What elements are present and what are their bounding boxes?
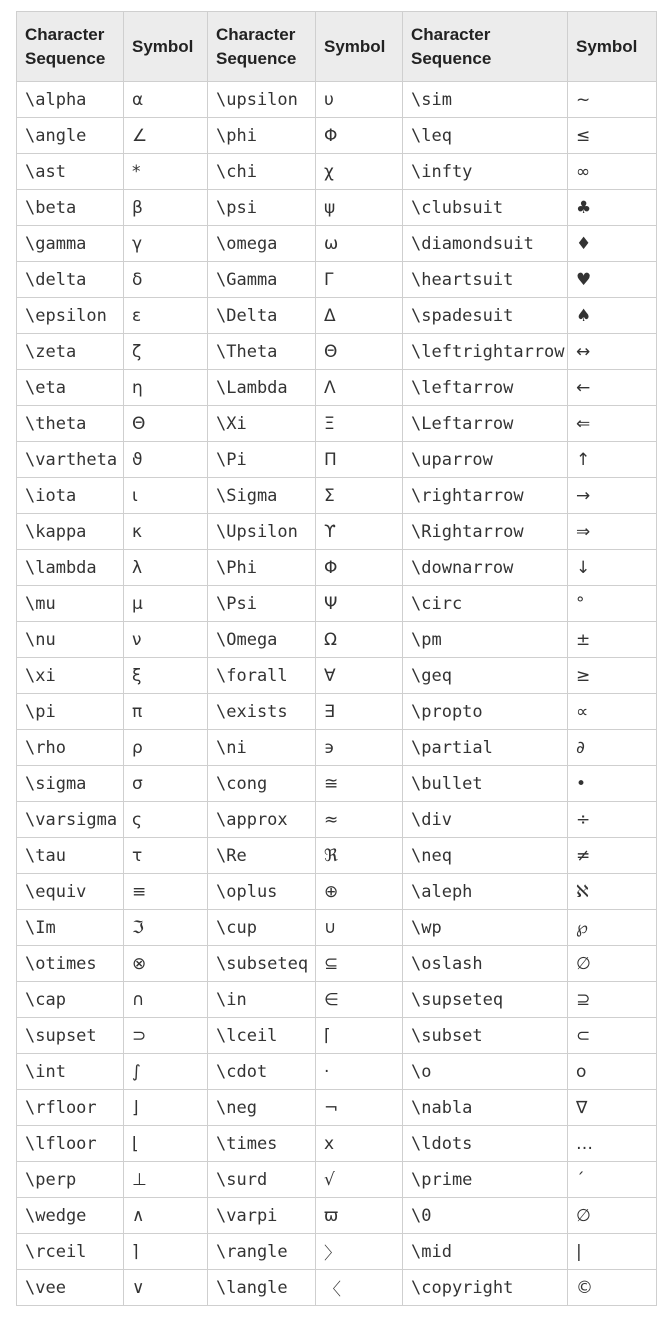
character-sequence-cell: \phi [208,118,316,154]
character-sequence-cell: \varsigma [17,802,124,838]
symbol-cell: ´ [568,1162,657,1198]
symbol-cell: ± [568,622,657,658]
symbol-cell: 〉 [316,1234,403,1270]
symbol-cell: η [124,370,208,406]
character-sequence-cell: \wp [403,910,568,946]
character-sequence-cell: \Phi [208,550,316,586]
header-character-sequence: Character Sequence [17,12,124,82]
character-sequence-cell: \forall [208,658,316,694]
character-sequence-cell: \in [208,982,316,1018]
symbol-cell: ¬ [316,1090,403,1126]
character-sequence-cell: \subseteq [208,946,316,982]
symbol-cell: λ [124,550,208,586]
symbol-cell: · [316,1054,403,1090]
table-row [17,550,657,586]
character-sequence-cell: \rangle [208,1234,316,1270]
symbol-cell: δ [124,262,208,298]
character-sequence-cell: \Leftarrow [403,406,568,442]
table-row [17,874,657,910]
character-sequence-cell: \sim [403,82,568,118]
character-sequence-cell: \tau [17,838,124,874]
character-sequence-cell: \varpi [208,1198,316,1234]
character-sequence-cell: \leftrightarrow [403,334,568,370]
table-row [17,802,657,838]
symbol-cell: ϶ [316,730,403,766]
symbol-cell: ο [568,1054,657,1090]
header-character-sequence: Character Sequence [208,12,316,82]
symbol-cell: ∩ [124,982,208,1018]
character-sequence-cell: \0 [403,1198,568,1234]
symbol-cell: Λ [316,370,403,406]
symbol-cell: ⊇ [568,982,657,1018]
character-sequence-cell: \perp [17,1162,124,1198]
symbol-cell: ∨ [124,1270,208,1306]
symbol-cell: ∧ [124,1198,208,1234]
symbol-cell: ∝ [568,694,657,730]
symbol-cell: ⇒ [568,514,657,550]
character-sequence-cell: \propto [403,694,568,730]
symbol-cell: ξ [124,658,208,694]
table-row [17,910,657,946]
character-sequence-cell: \nabla [403,1090,568,1126]
latex-symbol-table [16,11,657,1306]
character-sequence-cell: \langle [208,1270,316,1306]
symbol-cell: ℘ [568,910,657,946]
header-row [17,12,657,82]
table-row [17,946,657,982]
symbol-cell: ↔ [568,334,657,370]
symbol-cell: Θ [316,334,403,370]
character-sequence-cell: \rceil [17,1234,124,1270]
symbol-cell: ~ [568,82,657,118]
symbol-cell: ω [316,226,403,262]
character-sequence-cell: \Xi [208,406,316,442]
symbol-cell: τ [124,838,208,874]
symbol-cell: ∅ [568,1198,657,1234]
character-sequence-cell: \leq [403,118,568,154]
character-sequence-cell: \prime [403,1162,568,1198]
character-sequence-cell: \nu [17,622,124,658]
header-character-sequence: Character Sequence [403,12,568,82]
symbol-cell: ψ [316,190,403,226]
symbol-cell: ← [568,370,657,406]
symbol-cell: α [124,82,208,118]
character-sequence-cell: \beta [17,190,124,226]
symbol-cell: ⊆ [316,946,403,982]
character-sequence-cell: \heartsuit [403,262,568,298]
character-sequence-cell: \epsilon [17,298,124,334]
symbol-cell: ∇ [568,1090,657,1126]
symbol-cell: μ [124,586,208,622]
header-symbol: Symbol [316,12,403,82]
header-symbol: Symbol [124,12,208,82]
table-row [17,442,657,478]
character-sequence-cell: \exists [208,694,316,730]
character-sequence-cell: \ldots [403,1126,568,1162]
symbol-cell: x [316,1126,403,1162]
character-sequence-cell: \otimes [17,946,124,982]
symbol-cell: ° [568,586,657,622]
symbol-cell: Ω [316,622,403,658]
character-sequence-cell: \subset [403,1018,568,1054]
symbol-cell: • [568,766,657,802]
character-sequence-cell: \int [17,1054,124,1090]
table-row [17,1270,657,1306]
character-sequence-cell: \rfloor [17,1090,124,1126]
table-row [17,658,657,694]
symbol-cell: ℜ [316,838,403,874]
symbol-cell: ♠ [568,298,657,334]
table-row [17,1018,657,1054]
character-sequence-cell: \upsilon [208,82,316,118]
character-sequence-cell: \Lambda [208,370,316,406]
character-sequence-cell: \neg [208,1090,316,1126]
character-sequence-cell: \delta [17,262,124,298]
symbol-cell: π [124,694,208,730]
symbol-cell: Ξ [316,406,403,442]
table-row [17,334,657,370]
symbol-cell: ∀ [316,658,403,694]
character-sequence-cell: \supset [17,1018,124,1054]
symbol-cell: ♥ [568,262,657,298]
character-sequence-cell: \o [403,1054,568,1090]
symbol-cell: ζ [124,334,208,370]
header-symbol: Symbol [568,12,657,82]
table-row [17,622,657,658]
symbol-cell: ϒ [316,514,403,550]
character-sequence-cell: \Theta [208,334,316,370]
character-sequence-cell: \vee [17,1270,124,1306]
character-sequence-cell: \equiv [17,874,124,910]
character-sequence-cell: \theta [17,406,124,442]
character-sequence-cell: \mu [17,586,124,622]
symbol-cell: υ [316,82,403,118]
table-row [17,406,657,442]
character-sequence-cell: \rho [17,730,124,766]
symbol-cell: … [568,1126,657,1162]
character-sequence-cell: \diamondsuit [403,226,568,262]
table-row [17,514,657,550]
character-sequence-cell: \angle [17,118,124,154]
symbol-cell: ϑ [124,442,208,478]
symbol-cell: ♦ [568,226,657,262]
symbol-cell: κ [124,514,208,550]
table-row [17,478,657,514]
character-sequence-cell: \pi [17,694,124,730]
table-row [17,1162,657,1198]
character-sequence-cell: \Rightarrow [403,514,568,550]
table-row [17,766,657,802]
symbol-cell: σ [124,766,208,802]
symbol-cell: ς [124,802,208,838]
symbol-cell: ⊕ [316,874,403,910]
symbol-cell: ⌉ [124,1234,208,1270]
table-row [17,838,657,874]
character-sequence-cell: \lambda [17,550,124,586]
character-sequence-cell: \chi [208,154,316,190]
symbol-cell: ↑ [568,442,657,478]
symbol-cell: ∪ [316,910,403,946]
symbol-cell: Θ [124,406,208,442]
character-sequence-cell: \pm [403,622,568,658]
character-sequence-cell: \Gamma [208,262,316,298]
character-sequence-cell: \Pi [208,442,316,478]
symbol-cell: √ [316,1162,403,1198]
table-row [17,1054,657,1090]
symbol-cell: χ [316,154,403,190]
symbol-cell: Ψ [316,586,403,622]
symbol-cell: ⊥ [124,1162,208,1198]
symbol-cell: ≠ [568,838,657,874]
character-sequence-cell: \cong [208,766,316,802]
table-body [17,82,657,1306]
character-sequence-cell: \neq [403,838,568,874]
character-sequence-cell: \eta [17,370,124,406]
character-sequence-cell: \times [208,1126,316,1162]
table-row [17,118,657,154]
symbol-cell: ϖ [316,1198,403,1234]
symbol-cell: 〈 [316,1270,403,1306]
symbol-cell: Φ [316,550,403,586]
symbol-cell: ε [124,298,208,334]
table-header [17,12,657,82]
table-row [17,82,657,118]
table-row [17,262,657,298]
symbol-cell: ℵ [568,874,657,910]
character-sequence-cell: \Psi [208,586,316,622]
symbol-cell: ρ [124,730,208,766]
symbol-cell: ⊗ [124,946,208,982]
character-sequence-cell: \Delta [208,298,316,334]
character-sequence-cell: \clubsuit [403,190,568,226]
symbol-cell: ⌈ [316,1018,403,1054]
table-row [17,1198,657,1234]
character-sequence-cell: \downarrow [403,550,568,586]
character-sequence-cell: \sigma [17,766,124,802]
symbol-cell: ≤ [568,118,657,154]
character-sequence-cell: \supseteq [403,982,568,1018]
table-row [17,730,657,766]
symbol-cell: ≈ [316,802,403,838]
table-row [17,1234,657,1270]
symbol-cell: ∅ [568,946,657,982]
symbol-cell: β [124,190,208,226]
symbol-cell: ⊃ [124,1018,208,1054]
character-sequence-cell: \approx [208,802,316,838]
character-sequence-cell: \Upsilon [208,514,316,550]
symbol-cell: ∞ [568,154,657,190]
character-sequence-cell: \Sigma [208,478,316,514]
table-row [17,154,657,190]
character-sequence-cell: \omega [208,226,316,262]
character-sequence-cell: \uparrow [403,442,568,478]
symbol-cell: ℑ [124,910,208,946]
character-sequence-cell: \cdot [208,1054,316,1090]
character-sequence-cell: \spadesuit [403,298,568,334]
character-sequence-cell: \geq [403,658,568,694]
character-sequence-cell: \kappa [17,514,124,550]
character-sequence-cell: \surd [208,1162,316,1198]
character-sequence-cell: \partial [403,730,568,766]
character-sequence-cell: \infty [403,154,568,190]
character-sequence-cell: \Omega [208,622,316,658]
symbol-cell: Φ [316,118,403,154]
character-sequence-cell: \xi [17,658,124,694]
table-row [17,190,657,226]
table-row [17,586,657,622]
symbol-cell: γ [124,226,208,262]
character-sequence-cell: \copyright [403,1270,568,1306]
symbol-cell: | [568,1234,657,1270]
character-sequence-cell: \cup [208,910,316,946]
symbol-cell: ν [124,622,208,658]
table-row [17,982,657,1018]
symbol-cell: ⌊ [124,1126,208,1162]
character-sequence-cell: \oplus [208,874,316,910]
character-sequence-cell: \ast [17,154,124,190]
character-sequence-cell: \div [403,802,568,838]
table-row [17,1090,657,1126]
table-row [17,370,657,406]
symbol-cell: → [568,478,657,514]
character-sequence-cell: \zeta [17,334,124,370]
symbol-cell: ⌋ [124,1090,208,1126]
symbol-cell: ι [124,478,208,514]
symbol-cell: ∫ [124,1054,208,1090]
character-sequence-cell: \ni [208,730,316,766]
table-row [17,298,657,334]
symbol-cell: ⊂ [568,1018,657,1054]
character-sequence-cell: \aleph [403,874,568,910]
table-row [17,1126,657,1162]
symbol-cell: ≅ [316,766,403,802]
character-sequence-cell: \mid [403,1234,568,1270]
character-sequence-cell: \iota [17,478,124,514]
symbol-cell: ∈ [316,982,403,1018]
symbol-cell: Σ [316,478,403,514]
symbol-cell: ∂ [568,730,657,766]
character-sequence-cell: \wedge [17,1198,124,1234]
character-sequence-cell: \leftarrow [403,370,568,406]
character-sequence-cell: \Im [17,910,124,946]
symbol-cell: * [124,154,208,190]
character-sequence-cell: \lceil [208,1018,316,1054]
table-row [17,226,657,262]
character-sequence-cell: \bullet [403,766,568,802]
character-sequence-cell: \vartheta [17,442,124,478]
symbol-cell: ÷ [568,802,657,838]
symbol-cell: ↓ [568,550,657,586]
symbol-cell: Γ [316,262,403,298]
character-sequence-cell: \circ [403,586,568,622]
symbol-cell: Π [316,442,403,478]
symbol-cell: ∃ [316,694,403,730]
character-sequence-cell: \Re [208,838,316,874]
character-sequence-cell: \alpha [17,82,124,118]
table-row [17,694,657,730]
symbol-cell: ⇐ [568,406,657,442]
symbol-cell: Δ [316,298,403,334]
symbol-cell: ♣ [568,190,657,226]
symbol-cell: ≡ [124,874,208,910]
character-sequence-cell: \oslash [403,946,568,982]
symbol-cell: © [568,1270,657,1306]
symbol-cell: ≥ [568,658,657,694]
character-sequence-cell: \psi [208,190,316,226]
character-sequence-cell: \rightarrow [403,478,568,514]
character-sequence-cell: \lfloor [17,1126,124,1162]
character-sequence-cell: \gamma [17,226,124,262]
symbol-cell: ∠ [124,118,208,154]
character-sequence-cell: \cap [17,982,124,1018]
